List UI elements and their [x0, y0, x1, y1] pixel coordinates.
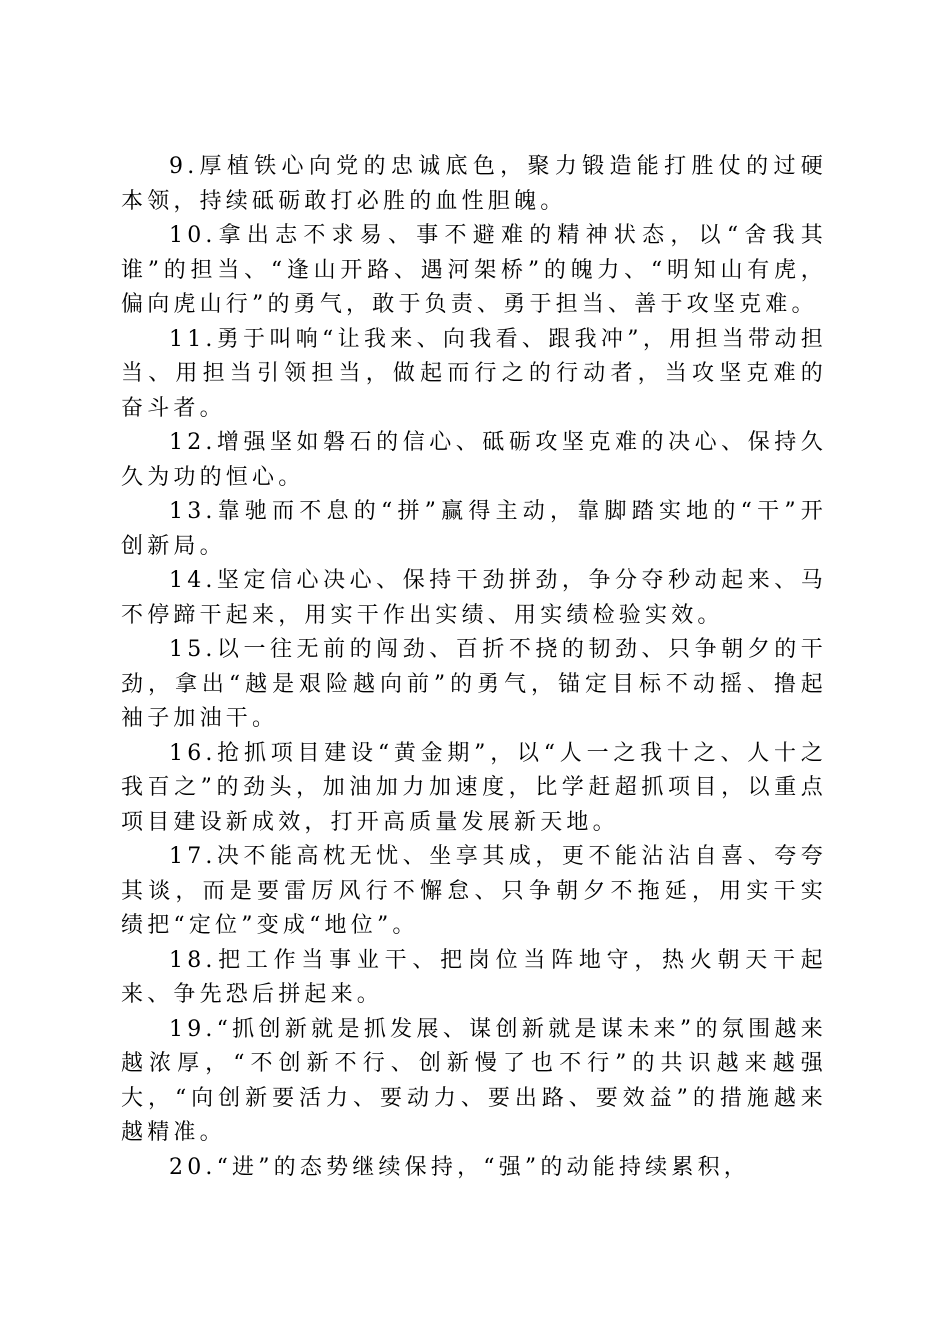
paragraph-14: 14.坚定信心决心、保持干劲拼劲，争分夺秒动起来、马不停蹄干起来，用实干作出实绩、用实绩检验实效。 [121, 568, 827, 628]
paragraph-20: 20.“进”的态势继续保持，“强”的动能持续累积， [169, 1154, 750, 1180]
paragraph-16: 16.抢抓项目建设“黄金期”，以“人一之我十之、人十之我百之”的劲头，加油加力加速度，比学赶超抓项目，以重点项目建设新成效，打开高质量发展新天地。 [121, 740, 827, 835]
paragraph-11: 11.勇于叫响“让我来、向我看、跟我冲”，用担当带动担当、用担当引领担当，做起而行之的行动者，当攻坚克难的奋斗者。 [121, 326, 827, 421]
paragraph-9: 9.厚植铁心向党的忠诚底色，聚力锻造能打胜仗的过硬本领，持续砥砺敢打必胜的血性胆魄。 [121, 154, 827, 214]
paragraph-19: 19.“抓创新就是抓发展、谋创新就是谋未来”的氛围越来越浓厚，“不创新不行、创新慢了也不行”的共识越来越强大，“向创新要活力、要动力、要出路、要效益”的措施越来越精准。 [121, 1016, 827, 1145]
paragraph-10: 10.拿出志不求易、事不避难的精神状态，以“舍我其谁”的担当、“逢山开路、遇河架桥”的魄力、“明知山有虎，偏向虎山行”的勇气，敢于负责、勇于担当、善于攻坚克难。 [121, 223, 827, 317]
paragraph-17: 17.决不能高枕无忧、坐享其成，更不能沾沾自喜、夸夸其谈，而是要雷厉风行不懈怠、只争朝夕不拖延，用实干实绩把“定位”变成“地位”。 [121, 844, 827, 938]
document-body [121, 150, 827, 1185]
paragraph-15: 15.以一往无前的闯劲、百折不挠的韧劲、只争朝夕的干劲，拿出“越是艰险越向前”的勇气，锚定目标不动摇、撸起袖子加油干。 [121, 637, 827, 731]
paragraph-13: 13.靠驰而不息的“拼”赢得主动，靠脚踏实地的“干”开创新局。 [121, 499, 827, 559]
paragraph-18: 18.把工作当事业干、把岗位当阵地守，热火朝天干起来、争先恐后拼起来。 [121, 947, 827, 1007]
paragraph-12: 12.增强坚如磐石的信心、砥砺攻坚克难的决心、保持久久为功的恒心。 [121, 430, 827, 490]
